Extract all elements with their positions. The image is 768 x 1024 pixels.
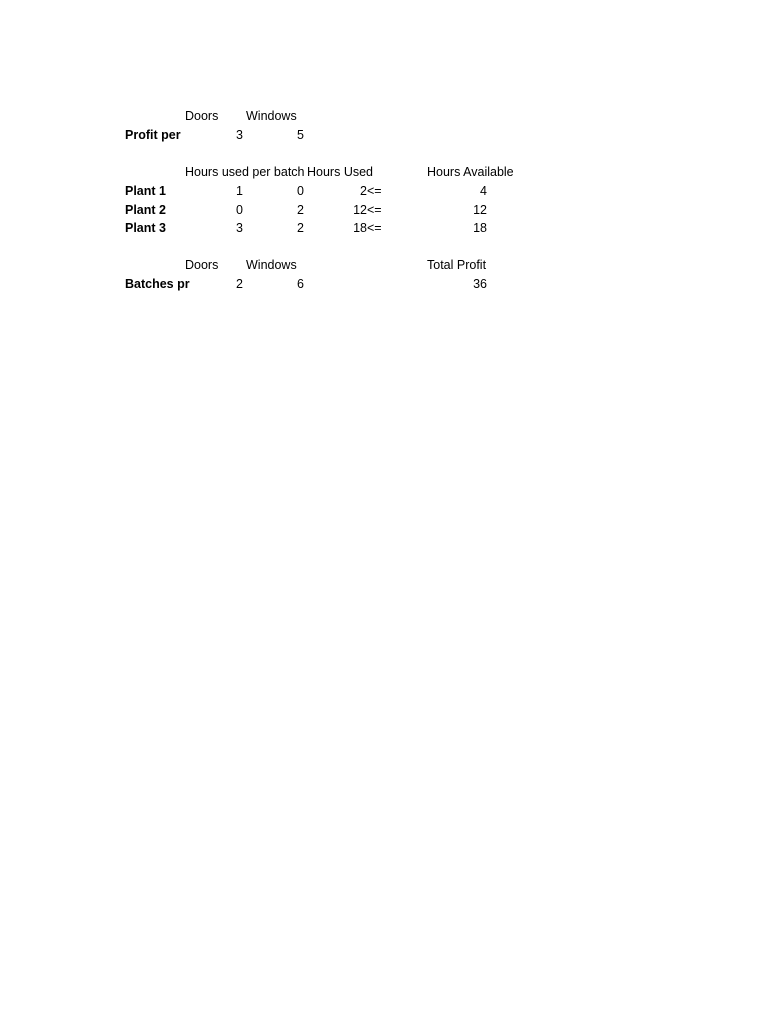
total-profit-cell[interactable]: 36 [473,277,487,291]
batches-windows-header[interactable]: Windows [246,258,297,272]
batches-label[interactable]: Batches pr [125,277,190,291]
batches-row [0,275,768,293]
constraint-operator-cell[interactable]: <= [367,203,382,217]
plant-hours-used-cell[interactable]: 18 [353,221,367,235]
products-header-row [0,107,768,125]
batches-doors-header[interactable]: Doors [185,258,219,272]
hours-available-header[interactable]: Hours Available [427,165,514,179]
plant-windows-hours-cell[interactable]: 2 [297,221,304,235]
plant-hours-available-cell[interactable]: 18 [473,221,487,235]
plant-hours-available-cell[interactable]: 4 [480,184,487,198]
windows-header[interactable]: Windows [246,109,297,123]
batches-windows-cell[interactable]: 6 [297,277,304,291]
doors-header[interactable]: Doors [185,109,219,123]
plant-label[interactable]: Plant 3 [125,221,166,235]
plant-windows-hours-cell[interactable]: 0 [297,184,304,198]
hours-header-row [0,163,768,181]
batches-header-row [0,256,768,274]
batches-doors-cell[interactable]: 2 [236,277,243,291]
plant-hours-available-cell[interactable]: 12 [473,203,487,217]
plant-windows-hours-cell[interactable]: 2 [297,203,304,217]
hours-per-batch-header[interactable]: Hours used per batch [185,165,305,179]
constraint-operator-cell[interactable]: <= [367,184,382,198]
plant-label[interactable]: Plant 1 [125,184,166,198]
profit-row [0,126,768,144]
plant-doors-hours-cell[interactable]: 0 [236,203,243,217]
plant-row [0,201,768,219]
profit-label[interactable]: Profit per [125,128,181,142]
plant-row [0,219,768,237]
hours-used-header[interactable]: Hours Used [307,165,373,179]
profit-windows-cell[interactable]: 5 [297,128,304,142]
profit-doors-cell[interactable]: 3 [236,128,243,142]
plant-label[interactable]: Plant 2 [125,203,166,217]
constraint-operator-cell[interactable]: <= [367,221,382,235]
plant-doors-hours-cell[interactable]: 1 [236,184,243,198]
plant-hours-used-cell[interactable]: 2 [360,184,367,198]
plant-row [0,182,768,200]
plant-hours-used-cell[interactable]: 12 [353,203,367,217]
plant-doors-hours-cell[interactable]: 3 [236,221,243,235]
total-profit-header[interactable]: Total Profit [427,258,487,272]
